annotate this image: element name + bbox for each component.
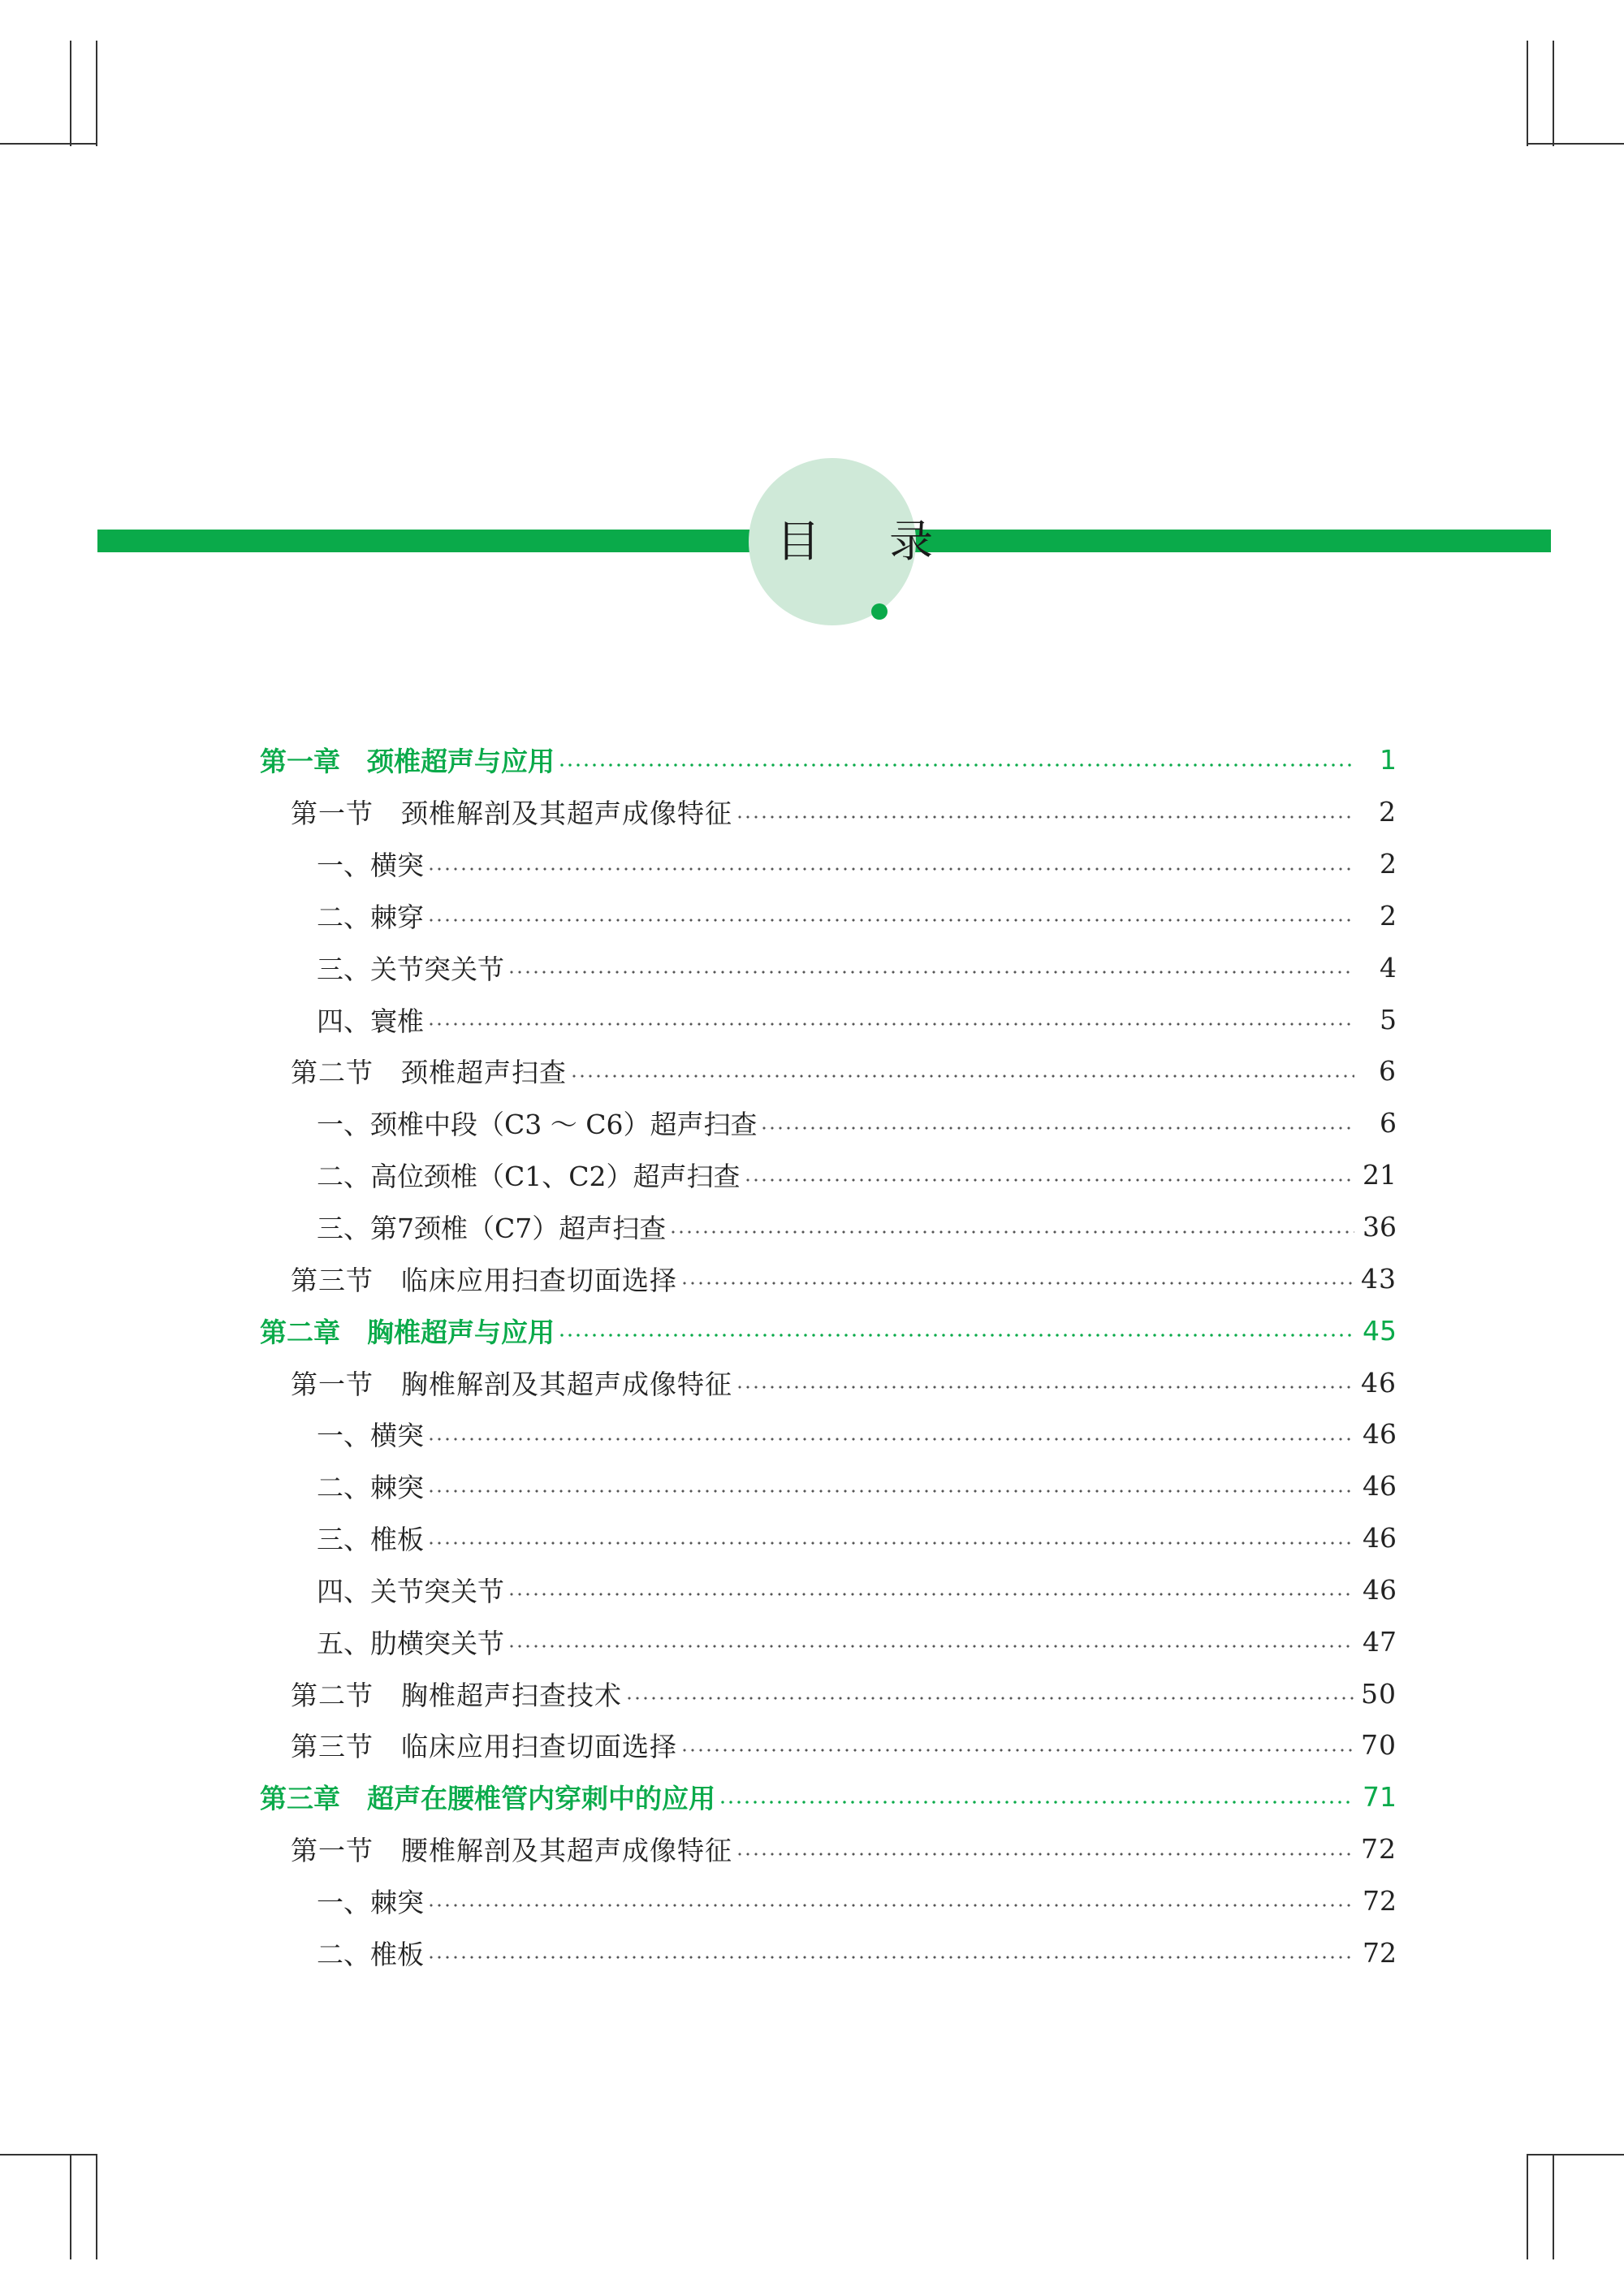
dot-leader (508, 1645, 1354, 1648)
toc-section[interactable] (260, 786, 1397, 838)
dot-leader (427, 1490, 1354, 1493)
toc-item[interactable] (260, 1512, 1397, 1564)
toc-label: 一、颈椎中段（C3 ～ C6）超声扫查 (317, 1109, 758, 1141)
toc-label: 第一章 颈椎超声与应用 (260, 746, 555, 778)
toc-chapter[interactable] (260, 1304, 1397, 1356)
dot-leader (427, 1438, 1354, 1441)
dot-leader (427, 1541, 1354, 1545)
toc-item[interactable] (260, 838, 1397, 890)
toc-label: 三、关节突关节 (317, 953, 504, 985)
toc-item[interactable] (260, 890, 1397, 942)
toc-label: 三、椎板 (317, 1524, 424, 1556)
crop-mark (1527, 41, 1528, 146)
toc-page-number: 70 (1361, 1729, 1397, 1762)
toc-label: 四、寰椎 (317, 1005, 424, 1037)
toc-section[interactable] (260, 1356, 1397, 1408)
toc-item[interactable] (260, 1564, 1397, 1616)
toc-page-number: 6 (1379, 1055, 1397, 1087)
crop-mark (1527, 2154, 1528, 2259)
toc-item[interactable] (260, 1149, 1397, 1201)
crop-mark (1527, 2154, 1624, 2155)
toc-item[interactable] (260, 1460, 1397, 1512)
toc-section[interactable] (260, 1823, 1397, 1875)
toc-page-number: 71 (1363, 1781, 1397, 1814)
toc-label: 第一节 颈椎解剖及其超声成像特征 (291, 798, 732, 830)
toc-item[interactable] (260, 1408, 1397, 1460)
dot-leader (508, 1593, 1354, 1596)
dot-leader (760, 1126, 1354, 1130)
crop-mark (70, 2154, 71, 2259)
toc-page-number: 46 (1363, 1418, 1397, 1451)
toc-label: 第二节 颈椎超声扫查 (291, 1057, 567, 1089)
dot-leader (558, 763, 1354, 767)
toc-section[interactable] (260, 1667, 1397, 1719)
crop-mark (1527, 143, 1624, 145)
dot-leader (427, 1904, 1354, 1907)
toc-label: 二、椎板 (317, 1938, 424, 1970)
crop-mark (1553, 2154, 1554, 2259)
toc-item[interactable] (260, 1097, 1397, 1149)
toc-item[interactable] (260, 1926, 1397, 1978)
toc-label: 第一节 腰椎解剖及其超声成像特征 (291, 1835, 732, 1867)
dot-leader (558, 1334, 1354, 1337)
dot-leader (736, 1853, 1354, 1856)
crop-mark (1553, 41, 1554, 146)
toc-page-number: 43 (1361, 1262, 1397, 1295)
title-dot-icon (871, 603, 888, 620)
toc-label: 一、横突 (317, 1420, 424, 1452)
toc-page-number: 46 (1363, 1470, 1397, 1503)
dot-leader (427, 919, 1354, 922)
toc-page-number: 72 (1363, 1936, 1397, 1969)
toc-page-number: 50 (1361, 1677, 1397, 1710)
toc-page-number: 46 (1361, 1366, 1397, 1399)
toc-label: 第一节 胸椎解剖及其超声成像特征 (291, 1368, 732, 1400)
dot-leader (625, 1697, 1354, 1700)
toc-page-number: 45 (1363, 1314, 1397, 1347)
toc-chapter[interactable] (260, 734, 1397, 786)
toc-page-number: 46 (1363, 1573, 1397, 1606)
toc-page-number: 1 (1380, 744, 1397, 776)
toc-label: 一、横突 (317, 850, 424, 882)
toc-page-number: 72 (1363, 1884, 1397, 1917)
toc-page-number: 2 (1380, 848, 1397, 880)
dot-leader (744, 1178, 1355, 1182)
toc-section[interactable] (260, 1252, 1397, 1304)
toc-item[interactable] (260, 1201, 1397, 1253)
toc-page-number: 36 (1363, 1211, 1397, 1243)
dot-leader (427, 1023, 1354, 1026)
toc-item[interactable] (260, 1615, 1397, 1667)
toc-section[interactable] (260, 1045, 1397, 1097)
toc-page-number: 4 (1380, 951, 1397, 984)
toc-label: 二、高位颈椎（C1、C2）超声扫查 (317, 1161, 741, 1193)
toc-page-number: 46 (1363, 1522, 1397, 1554)
toc-page-number: 2 (1379, 796, 1397, 828)
dot-leader (736, 1386, 1354, 1389)
toc-label: 第三节 临床应用扫查切面选择 (291, 1264, 677, 1296)
crop-mark (0, 143, 97, 145)
crop-mark (0, 2154, 97, 2155)
toc-label: 二、棘突 (317, 1472, 424, 1504)
dot-leader (570, 1074, 1354, 1078)
dot-leader (427, 867, 1354, 871)
dot-leader (680, 1282, 1354, 1285)
toc-label: 五、肋横突关节 (317, 1627, 504, 1659)
toc-section[interactable] (260, 1719, 1397, 1771)
dot-leader (669, 1230, 1354, 1234)
toc-label: 三、第7颈椎（C7）超声扫查 (317, 1213, 667, 1245)
toc-label: 二、棘穿 (317, 901, 424, 933)
toc-chapter[interactable] (260, 1771, 1397, 1823)
toc-item[interactable] (260, 993, 1397, 1045)
dot-leader (427, 1956, 1354, 1959)
table-of-contents (260, 734, 1397, 1978)
crop-mark (96, 41, 97, 146)
toc-page-number: 21 (1363, 1159, 1397, 1191)
toc-item[interactable] (260, 1875, 1397, 1927)
crop-mark (96, 2154, 97, 2259)
toc-label: 第三节 临床应用扫查切面选择 (291, 1731, 677, 1763)
dot-leader (719, 1801, 1354, 1804)
toc-label: 第二节 胸椎超声扫查技术 (291, 1679, 622, 1711)
toc-item[interactable] (260, 941, 1397, 993)
page-title: 目 录 (776, 516, 961, 567)
toc-page-number: 2 (1380, 899, 1397, 932)
dot-leader (508, 971, 1354, 974)
dot-leader (680, 1749, 1354, 1752)
toc-label: 第三章 超声在腰椎管内穿刺中的应用 (260, 1783, 715, 1815)
toc-page-number: 47 (1363, 1625, 1397, 1658)
toc-label: 一、棘突 (317, 1886, 424, 1918)
toc-label: 第二章 胸椎超声与应用 (260, 1316, 555, 1348)
toc-page-number: 72 (1361, 1833, 1397, 1866)
toc-label: 四、关节突关节 (317, 1575, 504, 1607)
toc-page-number: 5 (1380, 1003, 1397, 1036)
dot-leader (736, 815, 1354, 819)
toc-page-number: 6 (1380, 1107, 1397, 1139)
crop-mark (70, 41, 71, 146)
